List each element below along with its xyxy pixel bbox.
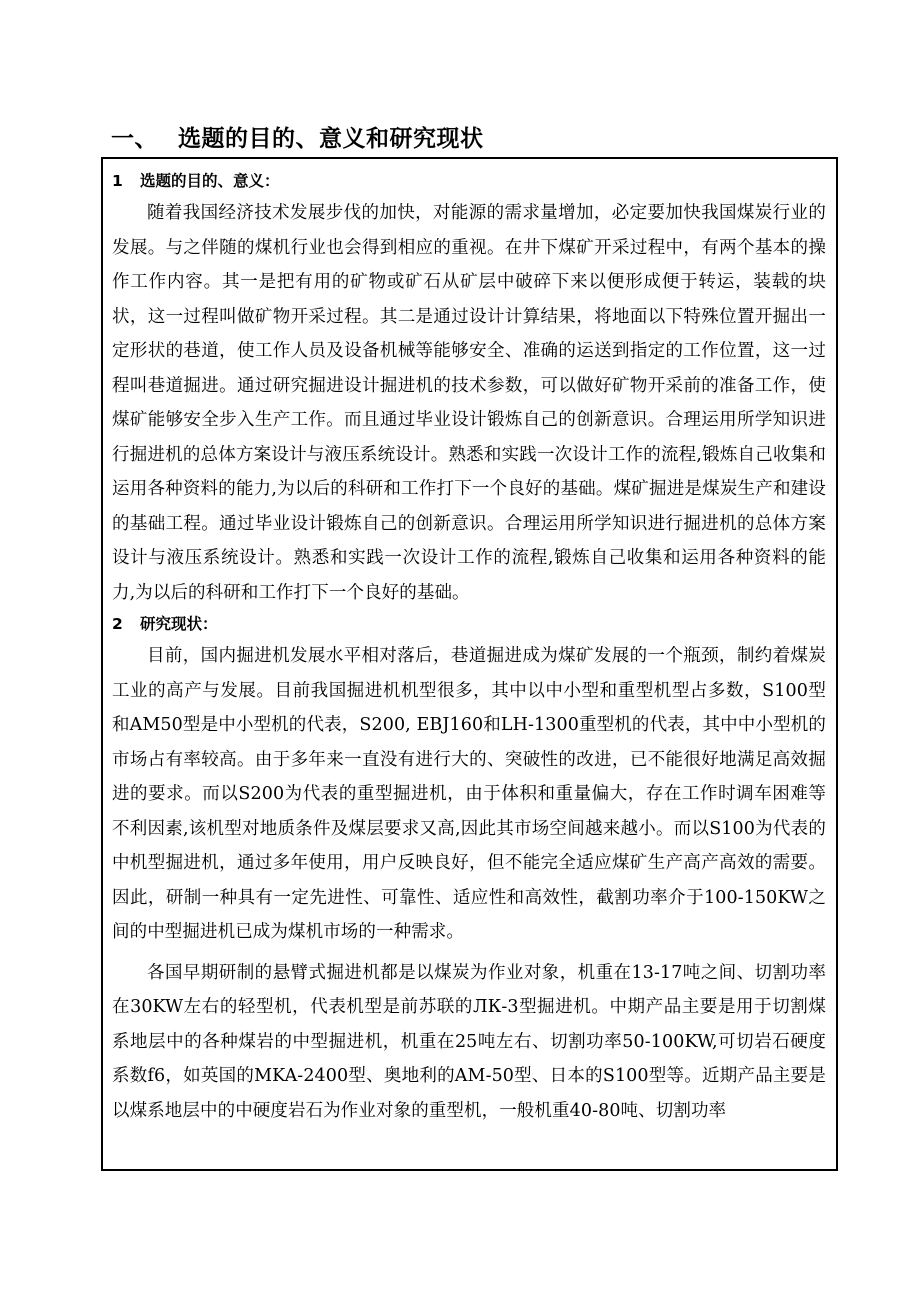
paragraph-purpose: 随着我国经济技术发展步伐的加快，对能源的需求量增加，必定要加快我国煤炭行业的发展。与之伴随的煤机行业也会得到相应的重视。在井下煤矿开采过程中，有两个基本的操作工作内容。其一是把有用的矿物或矿石从矿层中破碎下来以便形成便于转运，装载的块状，这一过程叫做矿物开采过程。其二是通过设计计算结果，将地面以下特殊位置开掘出一定形状的巷道，使工作人员及设备机械等能够安全、准确的运送到指定的工作位置，这一过程叫巷道掘进。通过研究掘进设计掘进机的技术参数，可以做好矿物开采前的准备工作，使煤矿能够安全步入生产工作。而且通过毕业设计锻炼自己的创新意识。合理运用所学知识进行掘进机的总体方案设计与液压系统设计。熟悉和实践一次设计工作的流程,锻炼自己收集和运用各种资料的能力,为以后的科研和工作打下一个良好的基础。煤矿掘进是煤炭生产和建设的基础工程。通过毕业设计锻炼自己的创新意识。合理运用所学知识进行掘进机的总体方案设计与液压系统设计。熟悉和实践一次设计工作的流程,锻炼自己收集和运用各种资料的能力,为以后的科研和工作打下一个良好的基础。 [112, 203, 826, 603]
page-title-text: 选题的目的、意义和研究现状 [178, 126, 484, 152]
paragraph-status-international: 各国早期研制的悬臂式掘进机都是以煤炭为作业对象，机重在13-17吨之间、切割功率在30KW左右的轻型机，代表机型是前苏联的ЛК-3型掘进机。中期产品主要是用于切割煤系地层中的各种煤岩的中型掘进机，机重在25吨左右、切割功率50-100KW,可切岩石硬度系数f6，如英国的MKA-2400型、奥地利的AM-50型、日本的S100型等。近期产品主要是以煤系地层中的中硬度岩石为作业对象的重型机，一般机重40-80吨、切割功率 [112, 962, 826, 1121]
paragraph-status-domestic: 目前，国内掘进机发展水平相对落后，巷道掘进成为煤矿发展的一个瓶颈，制约着煤炭工业的高产与发展。目前我国掘进机机型很多，其中以中小型和重型机型占多数，S100型和AM50型是中小型机的代表，S200, EBJ160和LH-1300重型机的代表，其中中小型机的市场占有率较高。由于多年来一直没有进行大的、突破性的改进，已不能很好地满足高效掘进的要求。而以S200为代表的重型掘进机，由于体积和重量偏大，存在工作时调车困难等不利因素,该机型对地质条件及煤层要求又高,因此其市场空间越来越小。而以S100为代表的中机型掘进机，通过多年使用，用户反映良好，但不能完全适应煤矿生产高产高效的需要。因此，研制一种具有一定先进性、可靠性、适应性和高效性，截割功率介于100-150KW之间的中型掘进机已成为煤机市场的一种需求。 [112, 646, 826, 942]
page-title-number: 一、 [111, 126, 158, 152]
section-heading-status [112, 610, 826, 639]
section-number: 2 [112, 615, 123, 633]
section-heading-purpose [112, 167, 826, 196]
section-number: 1 [112, 172, 123, 190]
section-title: 研究现状： [140, 615, 218, 633]
content-box [101, 157, 838, 1171]
section-title: 选题的目的、意义： [140, 172, 280, 190]
page-title [111, 120, 484, 153]
